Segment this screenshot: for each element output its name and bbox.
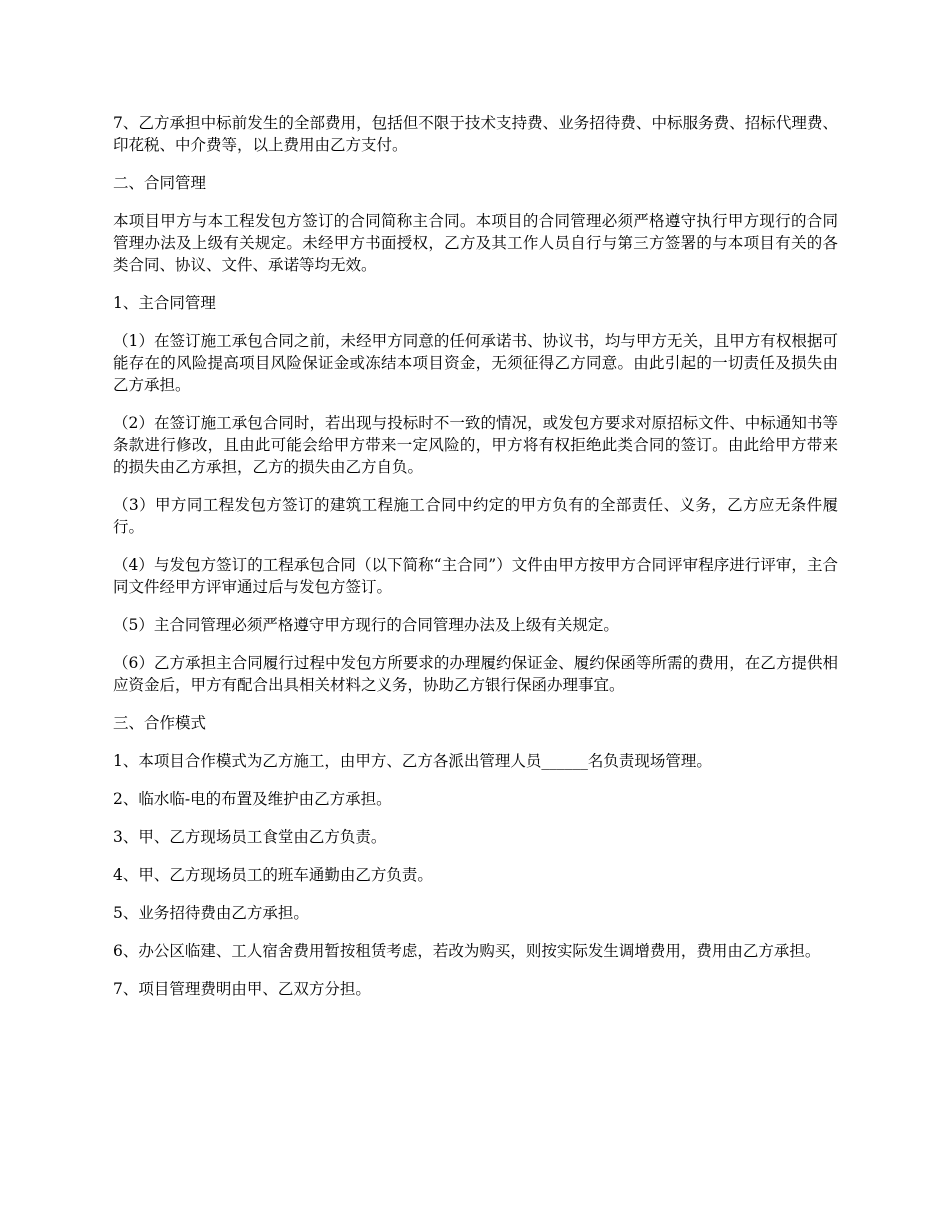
section-heading-cooperation-mode: 三、合作模式 (113, 714, 207, 732)
clause-1: （1）在签订施工承包合同之前，未经甲方同意的任何承诺书、协议书，均与甲方无关，且甲方有权根据可能存在的风险提高项目风险保证金或冻结本项目资金，无须征得乙方同意。由此引起的一切责任及损失由乙方承担。 (113, 332, 838, 394)
clause-4: （4）与发包方签订的工程承包合同（以下简称“主合同”）文件由甲方按甲方合同评审程序进行评审，主合同文件经甲方评审通过后与发包方签订。 (113, 556, 838, 596)
clause-3: （3）甲方同工程发包方签订的建筑工程施工合同中约定的甲方负有的全部责任、义务，乙方应无条件履行。 (113, 496, 838, 536)
cooperation-item-6: 6、办公区临建、工人宿舍费用暂按租赁考虑，若改为购买，则按实际发生调增费用，费用由乙方承担。 (113, 942, 821, 960)
cooperation-item-5: 5、业务招待费由乙方承担。 (113, 904, 309, 922)
paragraph-main-contract-intro: 本项目甲方与本工程发包方签订的合同简称主合同。本项目的合同管理必须严格遵守执行甲方现行的合同管理办法及上级有关规定。未经甲方书面授权，乙方及其工作人员自行与第三方签署的与本项目有关的各类合同、协议、文件、承诺等均无效。 (113, 212, 838, 274)
paragraph-item-7-fees: 7、乙方承担中标前发生的全部费用，包括但不限于技术支持费、业务招待费、中标服务费、招标代理费、印花税、中介费等，以上费用由乙方支付。 (113, 114, 838, 154)
clause-2: （2）在签订施工承包合同时，若出现与投标时不一致的情况，或发包方要求对原招标文件、中标通知书等条款进行修改，且由此可能会给甲方带来一定风险的，甲方将有权拒绝此类合同的签订。由此给甲方带来的损失由乙方承担，乙方的损失由乙方自负。 (113, 414, 838, 476)
clause-5: （5）主合同管理必须严格遵守甲方现行的合同管理办法及上级有关规定。 (113, 616, 619, 634)
cooperation-item-4: 4、甲、乙方现场员工的班车通勤由乙方负责。 (113, 866, 433, 884)
cooperation-item-7: 7、项目管理费明由甲、乙双方分担。 (113, 980, 371, 998)
section-heading-contract-management: 二、合同管理 (113, 174, 207, 192)
document-page (113, 112, 838, 1016)
cooperation-item-1: 1、本项目合作模式为乙方施工，由甲方、乙方各派出管理人员______名负责现场管理。 (113, 752, 712, 770)
cooperation-item-2: 2、临水临-电的布置及维护由乙方承担。 (113, 790, 392, 808)
clause-6: （6）乙方承担主合同履行过程中发包方所要求的办理履约保证金、履约保函等所需的费用，在乙方提供相应资金后，甲方有配合出具相关材料之义务，协助乙方银行保函办理事宜。 (113, 654, 838, 694)
cooperation-item-3: 3、甲、乙方现场员工食堂由乙方负责。 (113, 828, 387, 846)
subsection-heading-main-contract: 1、主合同管理 (113, 294, 216, 312)
